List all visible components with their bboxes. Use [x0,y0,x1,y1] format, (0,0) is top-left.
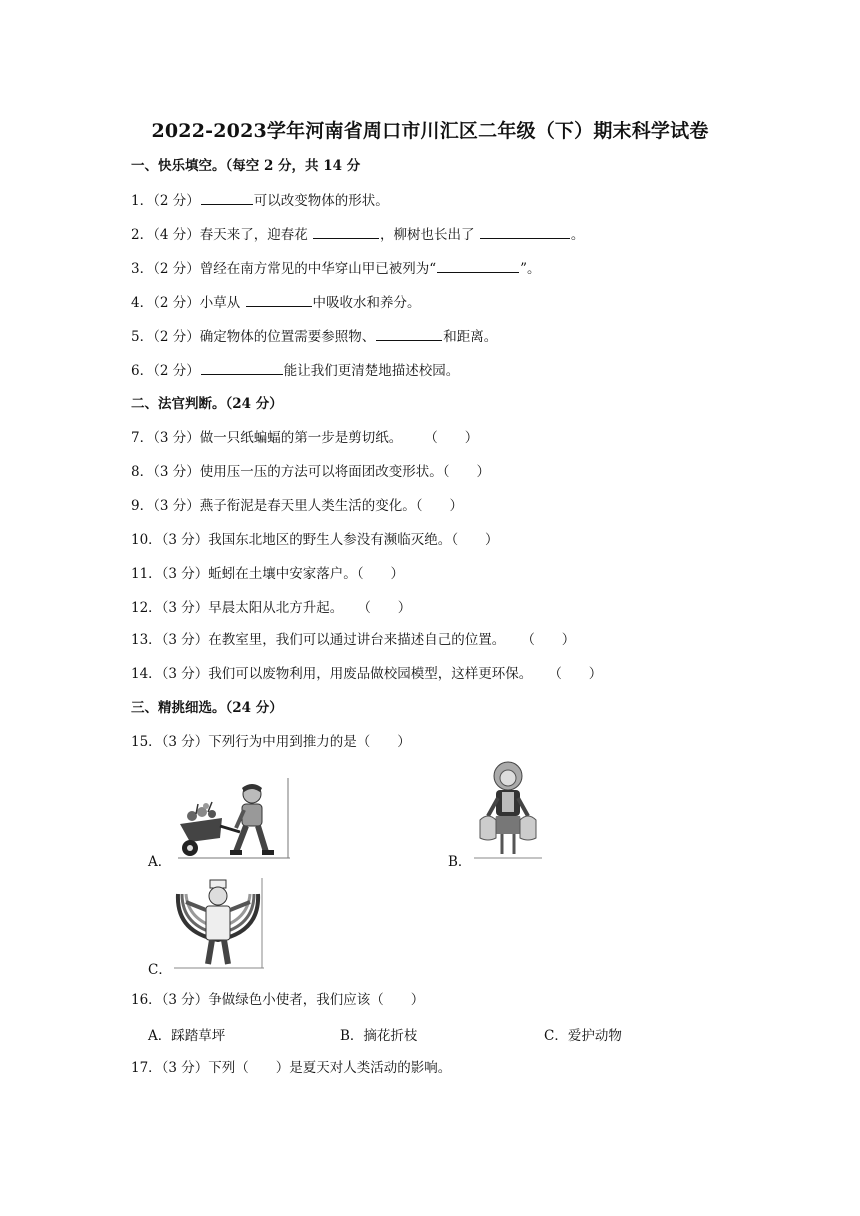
section-choice: 三、精挑细选。（24 分） [131,700,283,716]
question-14 [131,664,602,684]
question-5-text: 和距离。 [443,329,498,345]
question-13 [131,630,575,650]
question-2-prefix: 2．（4 分）春天来了，迎春花 [131,227,313,243]
answer-paren[interactable]: （ ） [424,430,479,446]
option-c-label[interactable]: C． [148,962,172,978]
question-14-text: 14．（3 分）我们可以废物利用，用废品做校园模型，这样更环保。 [131,666,533,682]
question-7-text: 7．（3 分）做一只纸蝙蝠的第一步是剪切纸。 [131,430,403,446]
question-6-text: 能让我们更清楚地描述校园。 [283,363,460,379]
question-10 [131,530,499,550]
question-7 [131,428,478,448]
question-2 [131,224,584,245]
question-3 [131,258,541,279]
option-a-label[interactable]: A． [148,854,172,870]
question-9 [131,496,463,516]
question-12 [131,598,411,618]
answer-blank[interactable] [246,292,312,307]
question-12-text: 12．（3 分）早晨太阳从北方升起。 [131,600,344,616]
question-17: 17．（3 分）下列（ ）是夏天对人类活动的影响。 [131,1060,452,1076]
question-11 [131,564,404,584]
answer-blank[interactable] [480,224,570,239]
answer-blank[interactable] [313,224,379,239]
question-8-text: 8．（3 分）使用压一压的方法可以将面团改变形状。 [131,464,443,480]
answer-blank[interactable] [201,190,253,205]
exam-title: 2022-2023学年河南省周口市川汇区二年级（下）期末科学试卷 [151,120,709,142]
question-6 [131,360,459,381]
question-4-text: 中吸收水和养分。 [312,295,421,311]
question-2-text: ，柳树也长出了 [380,227,479,243]
question-4 [131,292,421,313]
question-6-prefix: 6．（2 分） [131,363,200,379]
question-10-text: 10．（3 分）我国东北地区的野生人参没有濒临灭绝。 [131,532,452,548]
answer-paren[interactable]: （ ） [521,632,576,648]
option-a[interactable]: A．踩踏草坪 [148,1028,226,1044]
answer-paren[interactable]: （ ） [451,532,499,548]
question-1 [131,190,389,211]
answer-paren[interactable]: （ ） [442,464,490,480]
option-b[interactable]: B．摘花折枝 [340,1028,418,1044]
question-4-prefix: 4．（2 分）小草从 [131,295,245,311]
wheelbarrow-child-image [176,776,294,862]
answer-paren[interactable]: （ ） [415,498,463,514]
question-13-text: 13．（3 分）在教室里，我们可以通过讲台来描述自己的位置。 [131,632,506,648]
question-5-prefix: 5．（2 分）确定物体的位置需要参照物、 [131,329,376,345]
question-3-prefix: 3．（2 分）曾经在南方常见的中华穿山甲已被列为“ [131,261,437,277]
answer-paren[interactable]: （ ） [356,566,405,582]
question-15: 15．（3 分）下列行为中用到推力的是（ ） [131,734,411,750]
question-1-prefix: 1．（2 分） [131,193,200,209]
answer-paren[interactable]: （ ） [548,666,603,682]
option-c[interactable]: C．爱护动物 [544,1028,622,1044]
man-stretching-dough-image [172,876,268,972]
question-16: 16．（3 分）争做绿色小使者，我们应该（ ） [131,992,425,1008]
answer-blank[interactable] [376,326,442,341]
woman-carrying-bags-image [472,758,544,862]
question-1-text: 可以改变物体的形状。 [253,193,389,209]
option-b-label[interactable]: B． [448,854,472,870]
question-8 [131,462,490,482]
question-2-end: 。 [570,227,585,243]
question-3-end: ”。 [520,261,541,277]
section-fill-in: 一、快乐填空。（每空 2 分，共 14 分 [131,158,361,174]
question-5 [131,326,497,347]
answer-blank[interactable] [437,258,519,273]
question-9-text: 9．（3 分）燕子衔泥是春天里人类生活的变化。 [131,498,416,514]
question-11-text: 11．（3 分）蚯蚓在土壤中安家落户。 [131,566,357,582]
section-judgement: 二、法官判断。（24 分） [131,396,283,412]
answer-paren[interactable]: （ ） [357,600,412,616]
answer-blank[interactable] [201,360,283,375]
